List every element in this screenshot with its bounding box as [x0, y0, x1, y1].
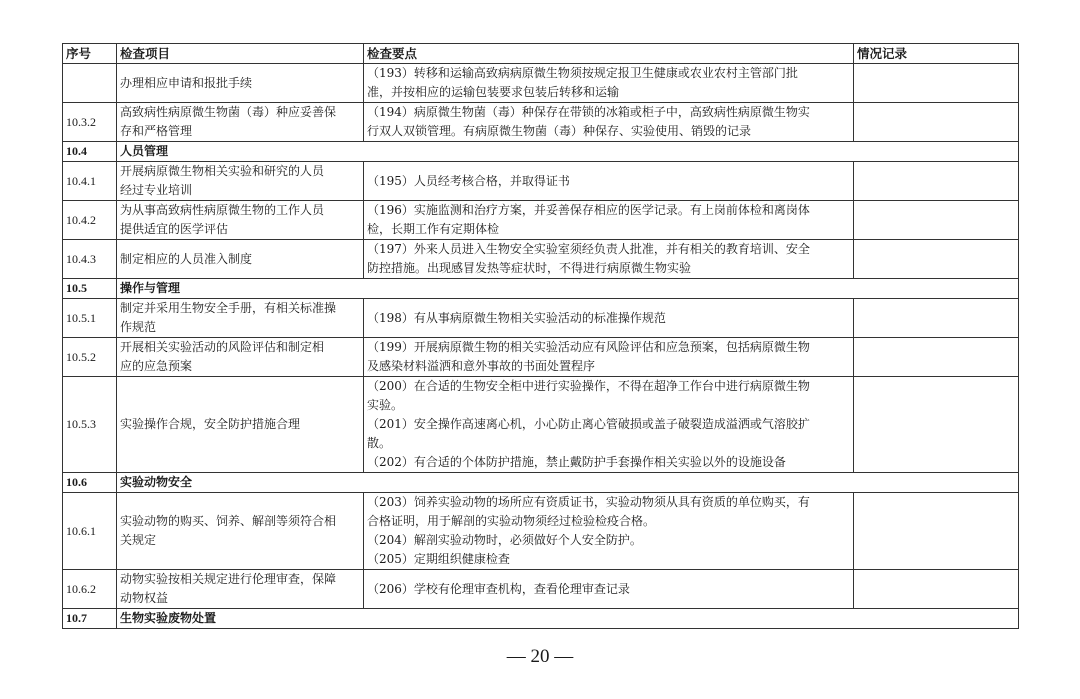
item-line: 开展相关实验活动的风险评估和制定相	[120, 340, 325, 354]
check-points	[364, 493, 854, 570]
record-cell	[854, 299, 1019, 338]
item-line: 为从事高致病性病原微生物的工作人员	[120, 203, 325, 217]
table-row	[63, 299, 1019, 338]
record-cell	[854, 377, 1019, 473]
row-number	[63, 64, 117, 103]
table-row	[63, 162, 1019, 201]
point-line: （199）开展病原微生物的相关实验活动应有风险评估和应急预案，包括病原微生物	[367, 340, 810, 354]
point-line: 散。	[367, 436, 392, 450]
item-line: 办理相应申请和报批手续	[120, 75, 253, 90]
table-row	[63, 377, 1019, 473]
section-row	[63, 609, 1019, 629]
point-line: 实验。	[367, 398, 404, 412]
row-number: 10.6.1	[63, 493, 117, 570]
check-points	[364, 64, 854, 103]
check-item	[117, 64, 364, 103]
header-item: 检查项目	[117, 44, 364, 64]
inspection-table	[62, 43, 1019, 629]
record-cell	[854, 338, 1019, 377]
point-line: （196）实施监测和治疗方案，并妥善保存相应的医学记录。有上岗前体检和离岗体	[367, 203, 810, 217]
check-item	[117, 103, 364, 142]
point-line: 及感染材料溢洒和意外事故的书面处置程序	[367, 359, 596, 373]
section-number: 10.5	[63, 279, 117, 299]
section-title: 生物实验废物处置	[117, 609, 1019, 629]
section-row	[63, 142, 1019, 162]
header-row	[63, 44, 1019, 64]
row-number: 10.4.2	[63, 201, 117, 240]
row-number: 10.4.1	[63, 162, 117, 201]
check-points	[364, 377, 854, 473]
header-no: 序号	[63, 44, 117, 64]
point-line: 行双人双锁管理。有病原微生物菌（毒）种保存、实验使用、销毁的记录	[367, 124, 752, 138]
point-line: （193）转移和运输高致病病原微生物须按规定报卫生健康或农业农村主管部门批	[367, 66, 798, 80]
section-number: 10.7	[63, 609, 117, 629]
point-line: 合格证明，用于解剖的实验动物须经过检验检疫合格。	[367, 514, 656, 528]
item-line: 经过专业培训	[120, 183, 193, 197]
section-number: 10.4	[63, 142, 117, 162]
item-line: 应的应急预案	[120, 359, 193, 373]
record-cell	[854, 103, 1019, 142]
record-cell	[854, 240, 1019, 279]
section-title: 操作与管理	[117, 279, 1019, 299]
point-line: （201）安全操作高速离心机，小心防止离心管破损或盖子破裂造成溢洒或气溶胶扩	[367, 417, 810, 431]
table-row	[63, 493, 1019, 570]
point-line: （205）定期组织健康检查	[367, 552, 510, 566]
check-item	[117, 240, 364, 279]
section-title: 人员管理	[117, 142, 1019, 162]
check-item	[117, 201, 364, 240]
point-line: （200）在合适的生物安全柜中进行实验操作，不得在超净工作台中进行病原微生物	[367, 379, 810, 393]
section-title: 实验动物安全	[117, 473, 1019, 493]
check-item	[117, 338, 364, 377]
point-line: （203）饲养实验动物的场所应有资质证书，实验动物须从具有资质的单位购买，有	[367, 495, 810, 509]
item-line: 存和严格管理	[120, 124, 193, 138]
point-line: 准，并按相应的运输包装要求包装后转移和运输	[367, 85, 620, 99]
section-row	[63, 473, 1019, 493]
row-number: 10.5.2	[63, 338, 117, 377]
item-line: 实验动物的购买、饲养、解剖等须符合相	[120, 514, 337, 528]
check-item	[117, 162, 364, 201]
check-points	[364, 299, 854, 338]
row-number: 10.4.3	[63, 240, 117, 279]
table-row	[63, 201, 1019, 240]
point-line: （198）有从事病原微生物相关实验活动的标准操作规范	[367, 310, 666, 325]
point-line: （202）有合适的个体防护措施，禁止戴防护手套操作相关实验以外的设施设备	[367, 455, 786, 469]
point-line: （194）病原微生物菌（毒）种保存在带锁的冰箱或柜子中，高致病性病原微生物实	[367, 105, 810, 119]
record-cell	[854, 570, 1019, 609]
check-points	[364, 162, 854, 201]
item-line: 高致病性病原微生物菌（毒）种应妥善保	[120, 105, 337, 119]
item-line: 开展病原微生物相关实验和研究的人员	[120, 164, 325, 178]
page-number: — 20 —	[506, 646, 574, 667]
point-line: （195）人员经考核合格，并取得证书	[367, 173, 570, 188]
record-cell	[854, 201, 1019, 240]
section-number: 10.6	[63, 473, 117, 493]
header-points: 检查要点	[364, 44, 854, 64]
table-row	[63, 338, 1019, 377]
row-number: 10.5.1	[63, 299, 117, 338]
check-item	[117, 377, 364, 473]
point-line: （204）解剖实验动物时，必须做好个人安全防护。	[367, 533, 642, 547]
table-row	[63, 64, 1019, 103]
row-number: 10.3.2	[63, 103, 117, 142]
check-item	[117, 493, 364, 570]
item-line: 实验操作合规，安全防护措施合理	[120, 417, 301, 431]
item-line: 提供适宜的医学评估	[120, 222, 229, 236]
check-item	[117, 299, 364, 338]
record-cell	[854, 162, 1019, 201]
row-number: 10.5.3	[63, 377, 117, 473]
check-item	[117, 570, 364, 609]
check-points	[364, 240, 854, 279]
table-row	[63, 240, 1019, 279]
point-line: （197）外来人员进入生物安全实验室须经负责人批准，并有相关的教育培训、安全	[367, 242, 810, 256]
item-line: 动物权益	[120, 591, 169, 605]
check-points	[364, 201, 854, 240]
item-line: 作规范	[120, 320, 157, 334]
record-cell	[854, 493, 1019, 570]
point-line: （206）学校有伦理审查机构，查看伦理审查记录	[367, 581, 630, 596]
item-line: 关规定	[120, 533, 157, 547]
point-line: 检，长期工作有定期体检	[367, 222, 500, 236]
item-line: 制定并采用生物安全手册，有相关标准操	[120, 301, 337, 315]
record-cell	[854, 64, 1019, 103]
check-points	[364, 103, 854, 142]
check-points	[364, 338, 854, 377]
section-row	[63, 279, 1019, 299]
point-line: 防控措施。出现感冒发热等症状时，不得进行病原微生物实验	[367, 261, 692, 275]
check-points	[364, 570, 854, 609]
table-row	[63, 570, 1019, 609]
item-line: 制定相应的人员准入制度	[120, 251, 253, 266]
item-line: 动物实验按相关规定进行伦理审查，保障	[120, 572, 337, 586]
header-record: 情况记录	[854, 44, 1019, 64]
row-number: 10.6.2	[63, 570, 117, 609]
table-row	[63, 103, 1019, 142]
